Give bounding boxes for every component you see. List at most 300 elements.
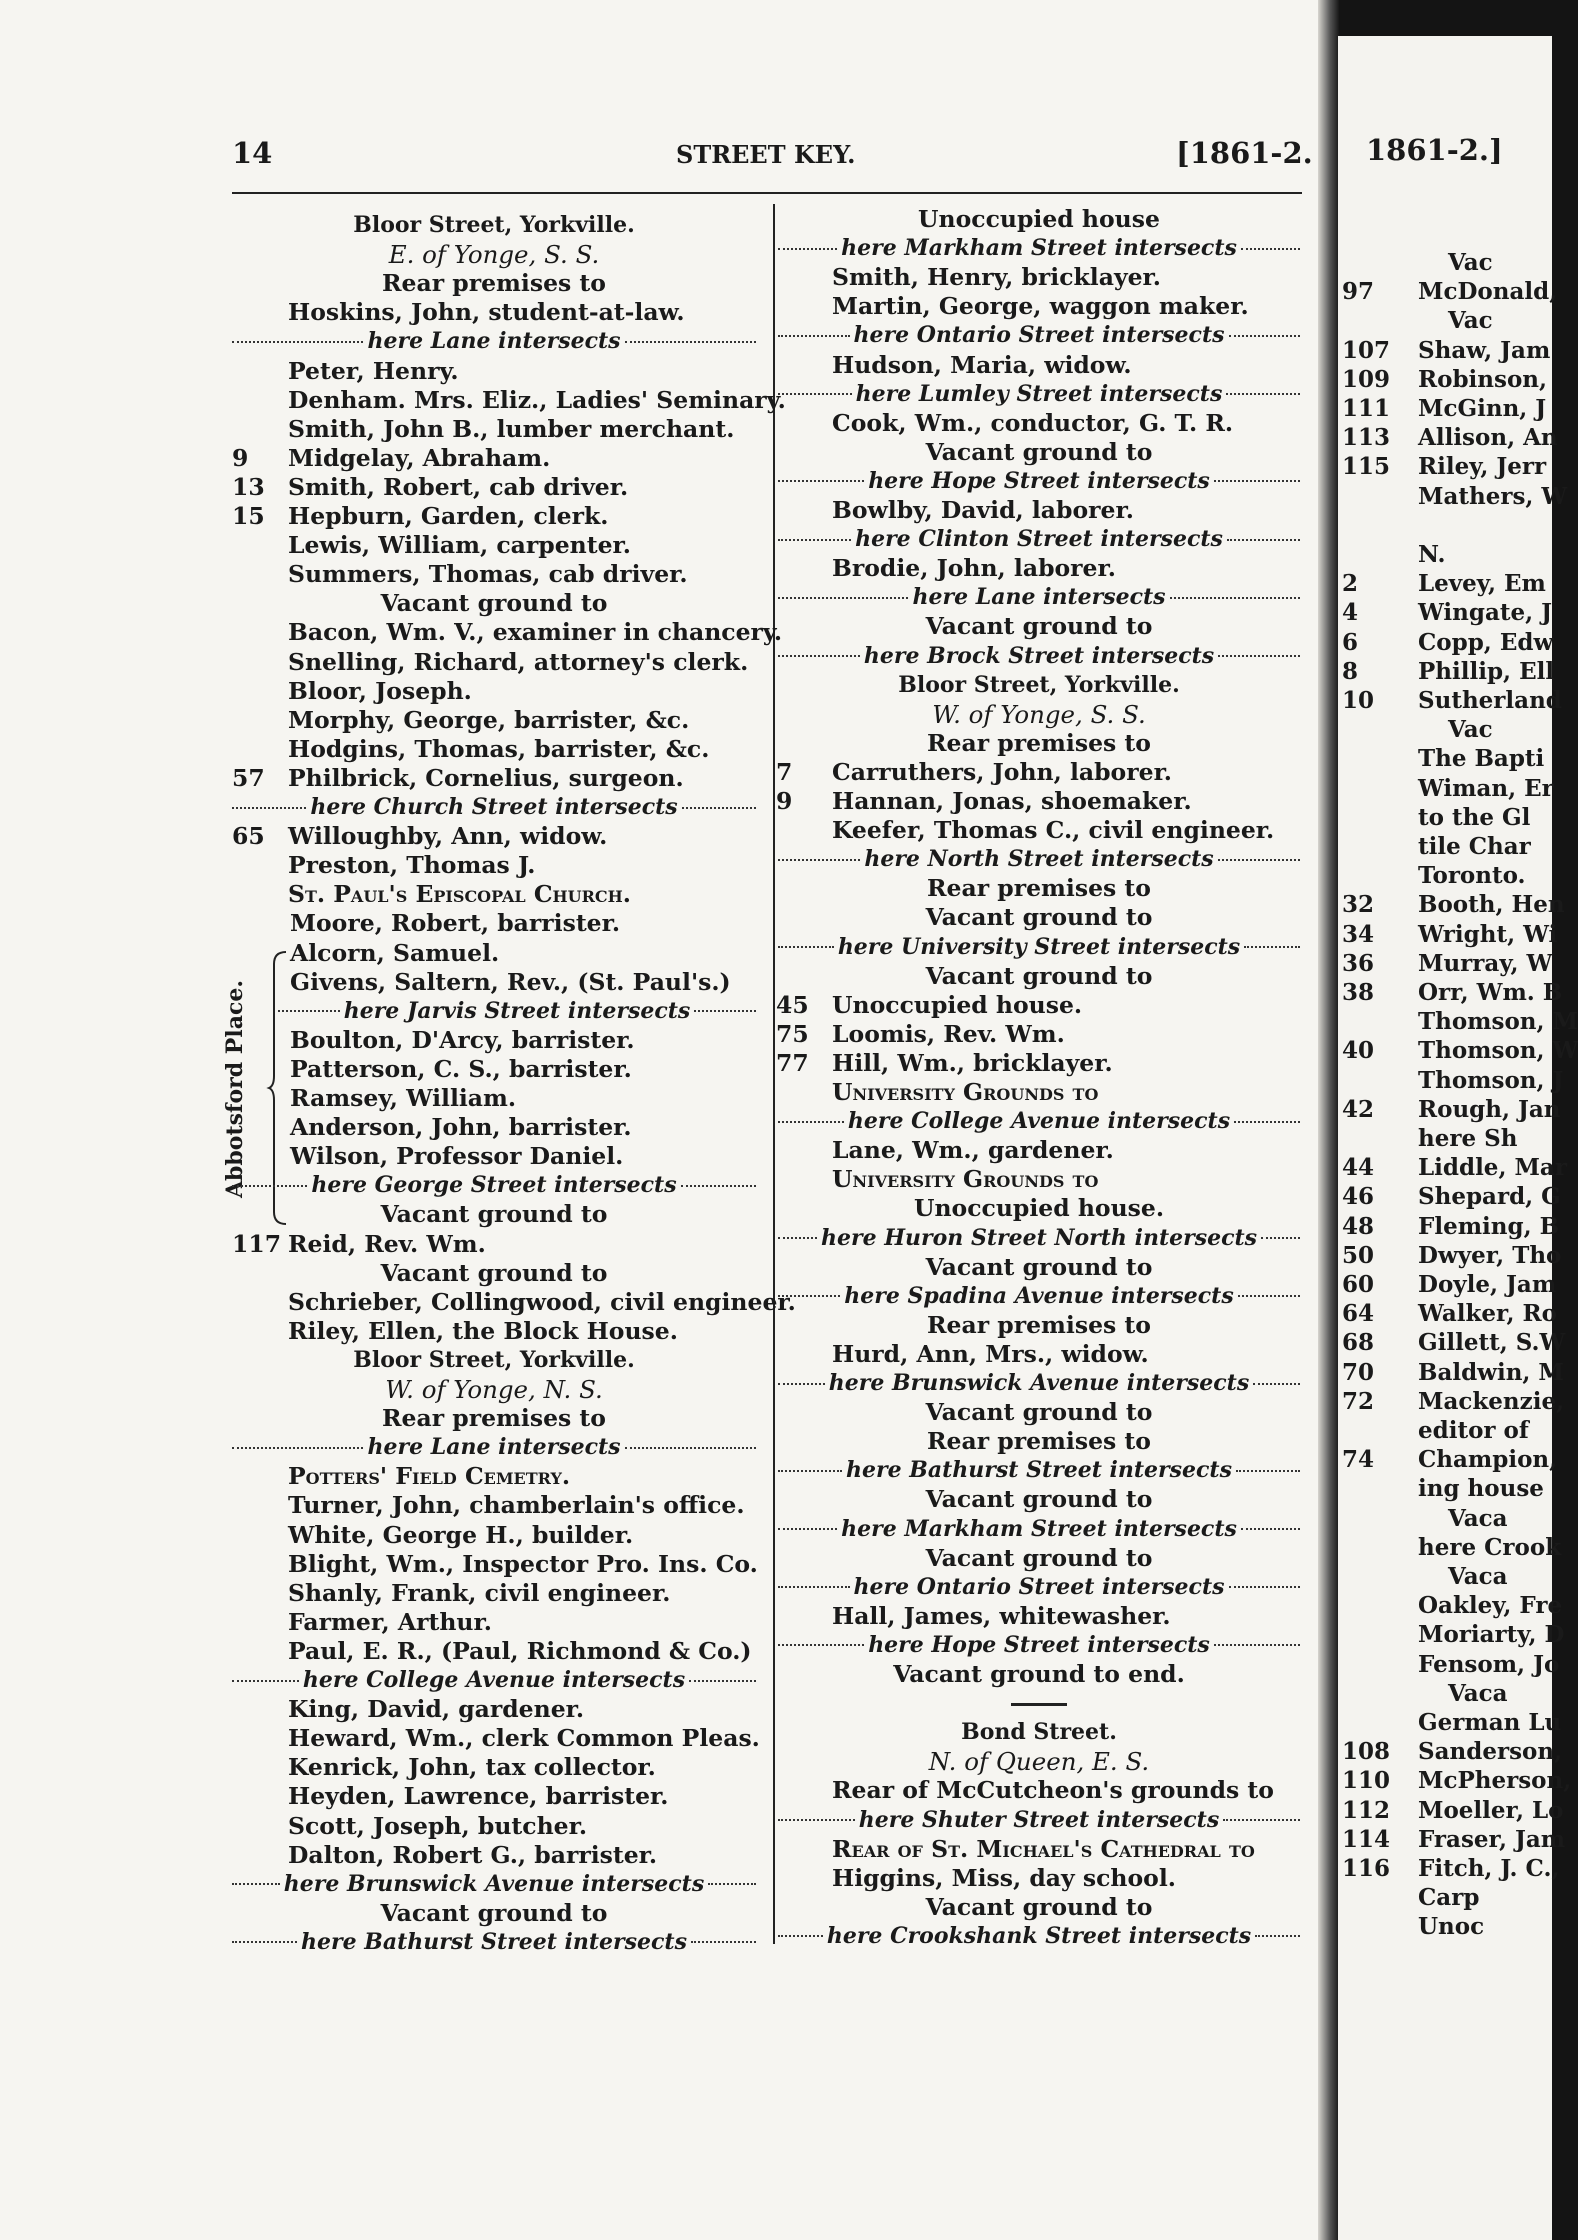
- intersection-label: here Huron Street North intersects: [821, 1224, 1258, 1251]
- centered-entry: Rear premises to: [382, 1404, 606, 1433]
- house-number: 42: [1342, 1095, 1375, 1123]
- fragment-entry: here Crook: [1418, 1533, 1562, 1561]
- fragment-entry: German Lu: [1418, 1709, 1562, 1736]
- directory-entry: Farmer, Arthur.: [288, 1607, 492, 1636]
- dot-leader: [1214, 480, 1300, 482]
- directory-entry: Schrieber, Collingwood, civil engineer.: [288, 1287, 796, 1316]
- intersection-label: here Church Street intersects: [310, 794, 678, 820]
- fragment-entry: Thomson, M: [1418, 1008, 1578, 1036]
- fragment-entry: Booth, Hen: [1418, 891, 1565, 919]
- intersection-label: here Ontario Street intersects: [853, 1573, 1225, 1600]
- intersection-label: here Lane intersects: [367, 328, 621, 355]
- intersection-line: [778, 1922, 1300, 1951]
- next-page-edge: [1338, 36, 1578, 2240]
- house-number: 50: [1342, 1241, 1375, 1269]
- fragment-entry: Wright, Wi: [1418, 920, 1558, 948]
- centered-entry: Rear premises to: [927, 874, 1151, 903]
- intersection-label: here Hope Street intersects: [868, 467, 1210, 494]
- intersection-line: [232, 1870, 756, 1899]
- fragment-entry: Thomson, J: [1418, 1066, 1564, 1094]
- dot-leader: [625, 1447, 756, 1449]
- house-number: 38: [1342, 979, 1375, 1006]
- directory-entry: Hurd, Ann, Mrs., widow.: [832, 1339, 1149, 1368]
- street-heading: Bond Street.: [961, 1719, 1117, 1746]
- dot-leader: [232, 341, 363, 343]
- intersection-label: here Shuter Street intersects: [858, 1806, 1220, 1833]
- fragment-entry: Wiman, Er: [1418, 774, 1554, 802]
- fragment-entry: Vaca: [1448, 1679, 1508, 1707]
- house-number: 48: [1342, 1212, 1375, 1240]
- directory-entry: Lane, Wm., gardener.: [832, 1136, 1114, 1165]
- centered-entry: Rear premises to: [927, 1427, 1151, 1456]
- street-heading: Bloor Street, Yorkville.: [353, 1346, 635, 1373]
- intersection-line: [232, 327, 756, 356]
- intersection-line: [778, 380, 1300, 409]
- dot-leader: [778, 335, 850, 337]
- street-heading: Bloor Street, Yorkville.: [898, 671, 1180, 698]
- centered-entry: Vacant ground to: [925, 437, 1153, 466]
- dot-leader: [778, 1644, 864, 1646]
- fragment-entry: Vaca: [1448, 1504, 1508, 1532]
- dot-leader: [232, 1680, 299, 1682]
- section-rule: [1011, 1703, 1067, 1706]
- directory-entry: University Grounds to: [832, 1078, 1099, 1106]
- running-title: STREET KEY.: [676, 140, 856, 169]
- directory-entry: Loomis, Rev. Wm.: [832, 1019, 1065, 1048]
- house-number: 2: [1342, 570, 1359, 598]
- fragment-entry: McDonald,: [1418, 278, 1558, 306]
- dot-leader: [778, 1586, 850, 1588]
- dot-leader: [1261, 1237, 1300, 1239]
- dot-leader: [778, 393, 852, 395]
- centered-entry: Vacant ground to: [925, 1398, 1153, 1427]
- dot-leader: [1218, 655, 1300, 657]
- intersection-line: [778, 467, 1300, 496]
- intersection-line: [232, 1433, 756, 1462]
- fragment-entry: Murray, W: [1418, 949, 1553, 977]
- house-number: 36: [1342, 949, 1375, 977]
- centered-entry: Vacant ground to: [925, 961, 1153, 990]
- fragment-entry: Mackenzie,: [1418, 1387, 1565, 1415]
- intersection-line: [778, 1369, 1300, 1398]
- directory-entry: Blight, Wm., Inspector Pro. Ins. Co.: [288, 1549, 758, 1578]
- street-subheading: N. of Queen, E. S.: [928, 1747, 1150, 1777]
- intersection-line: [778, 583, 1300, 612]
- intersection-line: [778, 1806, 1300, 1835]
- centered-entry: Vacant ground to: [380, 1200, 608, 1229]
- directory-entry: Summers, Thomas, cab driver.: [288, 560, 688, 589]
- centered-entry: Vacant ground to: [925, 1485, 1153, 1514]
- fragment-entry: McGinn, J: [1418, 395, 1547, 422]
- directory-entry: Unoccupied house.: [832, 990, 1083, 1019]
- intersection-label: here College Avenue intersects: [847, 1108, 1231, 1135]
- directory-entry: Wilson, Professor Daniel.: [290, 1142, 624, 1171]
- house-number: 75: [776, 1019, 809, 1048]
- directory-entry: Dalton, Robert G., barrister.: [288, 1840, 658, 1869]
- intersection-line: [232, 1928, 756, 1957]
- fragment-entry: Dwyer, Tho: [1418, 1241, 1562, 1269]
- dot-leader: [1234, 1121, 1300, 1123]
- dot-leader: [778, 655, 860, 657]
- fragment-entry: Sutherland: [1418, 687, 1562, 714]
- directory-entry: Higgins, Miss, day school.: [832, 1863, 1176, 1892]
- intersection-line: [778, 1224, 1300, 1253]
- house-number: 64: [1342, 1300, 1375, 1328]
- header-rule: [232, 192, 1302, 194]
- directory-entry: University Grounds to: [832, 1165, 1099, 1194]
- dot-leader: [278, 1010, 340, 1012]
- directory-entry: Bacon, Wm. V., examiner in chancery.: [288, 618, 783, 647]
- intersection-line: [778, 1456, 1300, 1485]
- intersection-label: here Markham Street intersects: [841, 1515, 1237, 1542]
- intersection-label: here Hope Street intersects: [868, 1631, 1210, 1658]
- fragment-entry: tile Char: [1418, 833, 1531, 860]
- house-number: 7: [776, 757, 793, 786]
- intersection-label: here Markham Street intersects: [841, 235, 1237, 262]
- fragment-entry: Fitch, J. C.,: [1418, 1855, 1560, 1882]
- dot-leader: [1255, 1935, 1300, 1937]
- house-number: 107: [1342, 336, 1391, 364]
- fragment-entry: Sanderson,: [1418, 1738, 1563, 1766]
- dot-leader: [1241, 1528, 1300, 1530]
- centered-entry: Vacant ground to: [925, 612, 1153, 641]
- intersection-label: here Ontario Street intersects: [853, 322, 1225, 349]
- dot-leader: [1214, 1644, 1300, 1646]
- house-number: 65: [232, 822, 265, 851]
- dot-leader: [1253, 1383, 1300, 1385]
- fragment-entry: ing house: [1418, 1475, 1544, 1503]
- fragment-entry: Carp: [1418, 1884, 1480, 1912]
- centered-entry: Rear premises to: [927, 728, 1151, 757]
- fragment-entry: editor of: [1418, 1417, 1529, 1444]
- dot-leader: [778, 539, 851, 541]
- fragment-entry: Fleming, B: [1418, 1212, 1560, 1240]
- intersection-line: [778, 321, 1300, 350]
- centered-entry: Vacant ground to: [925, 1543, 1153, 1572]
- dot-leader: [681, 1185, 756, 1187]
- directory-entry: Peter, Henry.: [288, 356, 459, 385]
- directory-entry: Lewis, William, carpenter.: [288, 531, 631, 560]
- intersection-line: [778, 525, 1300, 554]
- house-number: 8: [1342, 657, 1359, 685]
- fragment-entry: Orr, Wm. B: [1418, 979, 1563, 1006]
- dot-leader: [1229, 335, 1301, 337]
- house-number: 72: [1342, 1387, 1375, 1415]
- dot-leader: [1227, 539, 1300, 541]
- street-subheading: W. of Yonge, N. S.: [385, 1375, 603, 1404]
- fragment-entry: Shepard, G: [1418, 1183, 1561, 1211]
- fragment-entry: Oakley, Fre: [1418, 1592, 1563, 1620]
- directory-entry: Reid, Rev. Wm.: [288, 1229, 486, 1258]
- house-number: 57: [232, 763, 265, 792]
- centered-entry: Rear premises to: [382, 269, 606, 298]
- intersection-line: [778, 1282, 1300, 1311]
- fragment-entry: Champion,: [1418, 1446, 1558, 1474]
- dot-leader: [1236, 1470, 1300, 1472]
- fragment-entry: Allison, An: [1418, 424, 1558, 452]
- fragment-entry: Toronto.: [1418, 862, 1526, 890]
- directory-entry: Willoughby, Ann, widow.: [288, 822, 608, 851]
- directory-entry: Keefer, Thomas C., civil engineer.: [832, 816, 1275, 845]
- directory-entry: Hannan, Jonas, shoemaker.: [832, 787, 1192, 815]
- dot-leader: [682, 807, 756, 809]
- dot-leader: [1241, 248, 1300, 250]
- intersection-line: [232, 1666, 756, 1695]
- house-number: 111: [1342, 395, 1391, 422]
- intersection-label: here Crookshank Street intersects: [826, 1922, 1252, 1949]
- dot-leader: [691, 1941, 756, 1943]
- directory-entry: Anderson, John, barrister.: [290, 1113, 632, 1142]
- house-number: 44: [1342, 1154, 1375, 1182]
- directory-entry: Smith, Henry, bricklayer.: [832, 263, 1161, 292]
- intersection-label: here Brock Street intersects: [863, 642, 1215, 669]
- centered-entry: Rear premises to: [927, 1310, 1151, 1339]
- house-number: 13: [232, 472, 265, 501]
- directory-entry: Philbrick, Cornelius, surgeon.: [288, 763, 684, 792]
- directory-entry: Preston, Thomas J.: [288, 851, 536, 880]
- intersection-label: here Jarvis Street intersects: [343, 997, 691, 1024]
- intersection-label: here College Avenue intersects: [302, 1667, 686, 1693]
- house-number: 117: [232, 1229, 282, 1258]
- dot-leader: [232, 1883, 280, 1885]
- intersection-label: here Spadina Avenue intersects: [844, 1282, 1234, 1309]
- fragment-entry: Thomson, W: [1418, 1037, 1578, 1065]
- fragment-entry: Vac: [1448, 249, 1493, 276]
- directory-entry: Hodgins, Thomas, barrister, &c.: [288, 734, 710, 763]
- fragment-entry: Levey, Em: [1418, 570, 1546, 598]
- fragment-entry: Walker, Ro: [1418, 1300, 1557, 1328]
- house-number: 40: [1342, 1037, 1375, 1065]
- directory-entry: Moore, Robert, barrister.: [290, 909, 621, 938]
- intersection-line: [778, 1107, 1300, 1136]
- directory-entry: White, George H., builder.: [288, 1520, 634, 1549]
- fragment-entry: Fraser, Jam: [1418, 1825, 1566, 1853]
- house-number: 68: [1342, 1329, 1375, 1357]
- dot-leader: [1170, 597, 1300, 599]
- fragment-entry: Vaca: [1448, 1563, 1508, 1590]
- directory-entry: Hall, James, whitewasher.: [832, 1601, 1171, 1630]
- house-number: 113: [1342, 424, 1391, 452]
- year-range: [1861-2.: [1176, 136, 1313, 170]
- intersection-label: here Clinton Street intersects: [855, 526, 1223, 553]
- house-number: 77: [776, 1048, 809, 1077]
- directory-entry: Patterson, C. S., barrister.: [290, 1054, 632, 1083]
- intersection-line: [278, 997, 756, 1026]
- street-subheading: W. of Yonge, S. S.: [932, 699, 1146, 729]
- dot-leader: [778, 597, 908, 599]
- intersection-label: here Brunswick Avenue intersects: [283, 1870, 705, 1897]
- intersection-label: here Brunswick Avenue intersects: [828, 1370, 1250, 1396]
- fragment-entry: to the Gl: [1418, 803, 1531, 831]
- directory-entry: Martin, George, waggon maker.: [832, 292, 1249, 321]
- intersection-label: here George Street intersects: [311, 1172, 677, 1199]
- dot-leader: [232, 1185, 307, 1187]
- house-number: 116: [1342, 1855, 1391, 1882]
- dot-leader: [778, 480, 864, 482]
- house-number: 60: [1342, 1271, 1375, 1298]
- intersection-label: here North Street intersects: [864, 846, 1214, 873]
- directory-entry: Boulton, D'Arcy, barrister.: [290, 1025, 635, 1054]
- dot-leader: [778, 946, 834, 948]
- fragment-entry: Rough, Jan: [1418, 1095, 1561, 1123]
- house-number: 15: [232, 502, 265, 530]
- directory-entry: Heyden, Lawrence, barrister.: [288, 1782, 669, 1811]
- directory-entry: Morphy, George, barrister, &c.: [288, 705, 690, 734]
- next-page-year: 1861-2.]: [1366, 133, 1503, 167]
- book-spine: [1318, 0, 1340, 2240]
- directory-entry: Alcorn, Samuel.: [290, 938, 500, 967]
- dot-leader: [778, 1528, 837, 1530]
- intersection-line: [778, 1631, 1300, 1660]
- fragment-entry: Mathers, W: [1418, 482, 1568, 510]
- fragment-entry: N.: [1418, 541, 1446, 568]
- directory-entry: Cook, Wm., conductor, G. T. R.: [832, 408, 1234, 437]
- directory-entry: Givens, Saltern, Rev., (St. Paul's.): [290, 967, 731, 996]
- column-divider: [773, 204, 775, 1944]
- dot-leader: [778, 859, 860, 861]
- dot-leader: [232, 1447, 363, 1449]
- fragment-entry: Copp, Edw: [1418, 628, 1554, 656]
- intersection-line: [778, 845, 1300, 874]
- dot-leader: [708, 1883, 756, 1885]
- centered-entry: Vacant ground to: [380, 1898, 608, 1927]
- directory-entry: Carruthers, John, laborer.: [832, 757, 1172, 786]
- fragment-entry: Moriarty, D: [1418, 1621, 1565, 1649]
- dot-leader: [1229, 1586, 1301, 1588]
- house-number: 9: [232, 443, 249, 472]
- directory-entry: Hudson, Maria, widow.: [832, 350, 1132, 379]
- abbotsford-place-label: Abbotsford Place.: [222, 979, 248, 1199]
- page-number: 14: [232, 136, 273, 170]
- dot-leader: [689, 1680, 756, 1682]
- intersection-line: [232, 1171, 756, 1200]
- centered-entry: Vacant ground to: [380, 589, 608, 618]
- directory-entry: Rear of St. Michael's Cathedral to: [832, 1834, 1255, 1863]
- fragment-entry: Liddle, Mar: [1418, 1154, 1567, 1182]
- intersection-label: here Lane intersects: [912, 584, 1166, 611]
- intersection-line: [778, 1573, 1300, 1602]
- fragment-entry: Vac: [1448, 716, 1493, 744]
- fragment-entry: Vac: [1448, 307, 1493, 335]
- house-number: 6: [1342, 628, 1359, 656]
- intersection-label: here Bathurst Street intersects: [301, 1928, 687, 1955]
- dot-leader: [778, 1295, 840, 1297]
- directory-entry: Brodie, John, laborer.: [832, 554, 1116, 583]
- house-number: 110: [1342, 1767, 1391, 1795]
- house-number: 34: [1342, 920, 1375, 948]
- centered-entry: Unoccupied house.: [913, 1194, 1165, 1223]
- dot-leader: [778, 1237, 817, 1239]
- fragment-entry: here Sh: [1418, 1125, 1518, 1152]
- directory-entry: Hoskins, John, student-at-law.: [288, 298, 685, 327]
- dot-leader: [778, 1819, 855, 1821]
- fragment-entry: Gillett, S.W: [1418, 1329, 1566, 1357]
- house-number: 97: [1342, 278, 1375, 306]
- fragment-entry: Moeller, Lo: [1418, 1796, 1564, 1824]
- directory-entry: Hill, Wm., bricklayer.: [832, 1048, 1113, 1077]
- directory-entry: Paul, E. R., (Paul, Richmond & Co.): [288, 1636, 752, 1665]
- centered-entry: Vacant ground to end.: [893, 1660, 1185, 1688]
- house-number: 32: [1342, 891, 1375, 919]
- house-number: 9: [776, 787, 793, 815]
- directory-entry: Heward, Wm., clerk Common Pleas.: [288, 1724, 760, 1753]
- dot-leader: [778, 1935, 823, 1937]
- dot-leader: [778, 1121, 844, 1123]
- directory-entry: Kenrick, John, tax collector.: [288, 1753, 656, 1782]
- fragment-entry: Unoc: [1418, 1913, 1485, 1941]
- directory-entry: Bowlby, David, laborer.: [832, 496, 1134, 524]
- directory-entry: Riley, Ellen, the Block House.: [288, 1316, 678, 1345]
- dot-leader: [1223, 1819, 1300, 1821]
- directory-entry: Midgelay, Abraham.: [288, 443, 551, 472]
- dot-leader: [1238, 1295, 1300, 1297]
- directory-entry: Hepburn, Garden, clerk.: [288, 502, 609, 530]
- dot-leader: [232, 807, 306, 809]
- centered-entry: Vacant ground to: [925, 903, 1153, 932]
- intersection-label: here Lane intersects: [367, 1434, 621, 1461]
- intersection-label: here University Street intersects: [837, 933, 1241, 960]
- fragment-entry: Doyle, Jam: [1418, 1271, 1557, 1298]
- house-number: 10: [1342, 687, 1375, 714]
- directory-entry: St. Paul's Episcopal Church.: [288, 880, 631, 909]
- directory-entry: Turner, John, chamberlain's office.: [288, 1491, 745, 1520]
- dot-leader: [625, 341, 756, 343]
- fragment-entry: McPherson,: [1418, 1767, 1572, 1795]
- directory-entry: Rear of McCutcheon's grounds to: [832, 1776, 1274, 1805]
- house-number: 114: [1342, 1825, 1391, 1853]
- house-number: 112: [1342, 1796, 1391, 1824]
- intersection-line: [778, 234, 1300, 263]
- fragment-entry: Robinson,: [1418, 365, 1548, 393]
- street-subheading: E. of Yonge, S. S.: [388, 240, 600, 270]
- house-number: 4: [1342, 599, 1359, 627]
- house-number: 70: [1342, 1358, 1375, 1386]
- dot-leader: [232, 1941, 297, 1943]
- fragment-entry: Phillip, Ell: [1418, 657, 1555, 685]
- house-number: 109: [1342, 365, 1391, 393]
- house-number: 108: [1342, 1738, 1391, 1766]
- directory-entry: Shanly, Frank, civil engineer.: [288, 1578, 671, 1607]
- dot-leader: [1244, 946, 1300, 948]
- centered-entry: Unoccupied house: [918, 205, 1160, 233]
- directory-entry: Ramsey, William.: [290, 1084, 517, 1112]
- fragment-entry: Shaw, Jam: [1418, 336, 1551, 364]
- dot-leader: [778, 1383, 825, 1385]
- house-number: 115: [1342, 453, 1391, 481]
- intersection-label: here Bathurst Street intersects: [846, 1457, 1232, 1484]
- fragment-entry: Fensom, Jo: [1418, 1650, 1560, 1678]
- centered-entry: Vacant ground to: [925, 1252, 1153, 1281]
- directory-entry: Snelling, Richard, attorney's clerk.: [288, 647, 749, 676]
- directory-entry: Potters' Field Cemetry.: [288, 1462, 571, 1491]
- directory-entry: Scott, Joseph, butcher.: [288, 1811, 588, 1840]
- house-number: 45: [776, 990, 809, 1019]
- dot-leader: [778, 1470, 842, 1472]
- dot-leader: [1226, 393, 1300, 395]
- intersection-label: here Lumley Street intersects: [855, 380, 1223, 407]
- centered-entry: Vacant ground to: [380, 1258, 608, 1287]
- intersection-line: [778, 1515, 1300, 1544]
- dot-leader: [778, 248, 837, 250]
- centered-entry: Vacant ground to: [925, 1892, 1153, 1921]
- intersection-line: [778, 933, 1300, 962]
- directory-entry: Smith, Robert, cab driver.: [288, 472, 629, 501]
- fragment-entry: Baldwin, M: [1418, 1358, 1564, 1386]
- dot-leader: [694, 1010, 756, 1012]
- intersection-line: [778, 642, 1300, 671]
- fragment-entry: The Bapti: [1418, 745, 1545, 773]
- directory-entry: King, David, gardener.: [288, 1695, 585, 1724]
